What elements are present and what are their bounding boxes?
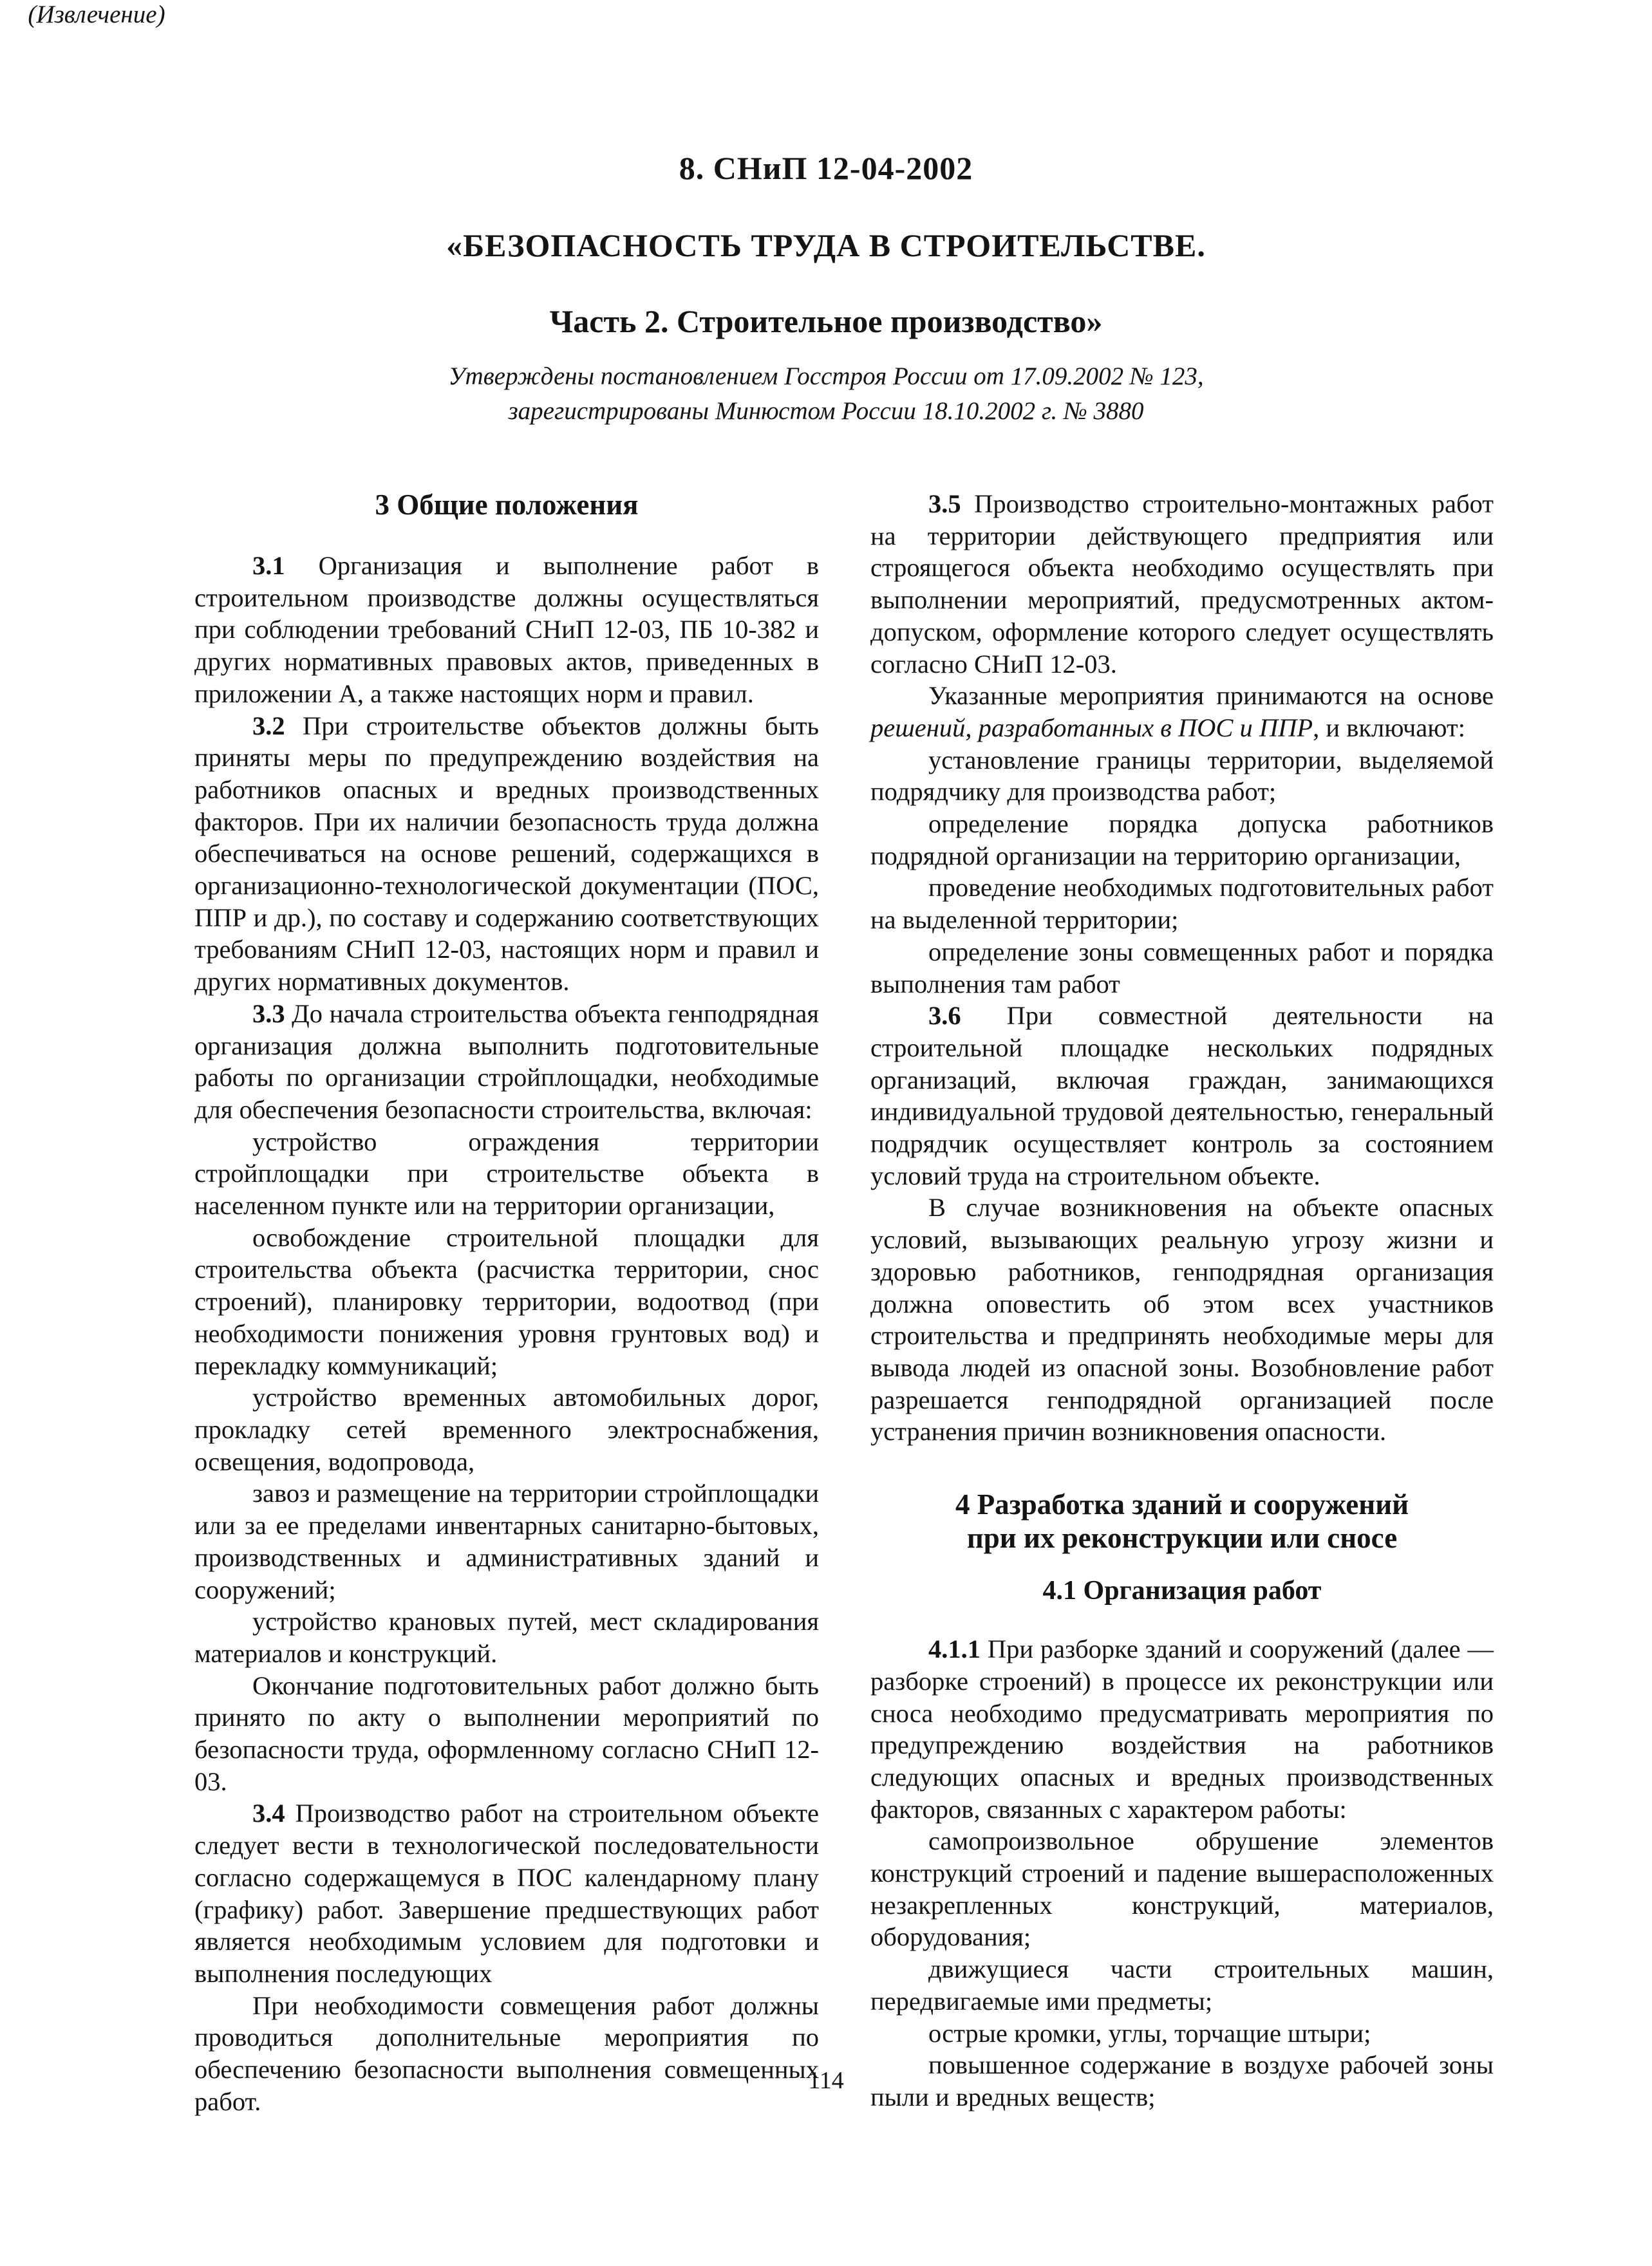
clause-3-5-text: Производство строительно-монтажных работ на территории действующего предприятия или строящегося объекта необходимо осуществлять при выполнении мероприятий, предусмотренных актом-допуском, оформление которого следует осуществлять согласно СНиП 12-03. xyxy=(870,489,1494,679)
document-number: 8. СНиП 12-04-2002 xyxy=(679,150,973,186)
clause-3-2-text: При строительстве объектов должны быть приняты меры по предупреждению воздействия на работников опасных и вредных производственных факторов. При их наличии безопасность труда должна обеспечиваться на основе решений, содержащихся в организационно-технологической документации (ПОС, ППР и др.), по составу и содержанию соответствующих требованиям СНиП 12-03, настоящих норм и правил и других нормативных документов. xyxy=(194,711,819,997)
clause-3-4 xyxy=(194,1797,819,1989)
clause-3-6 xyxy=(870,1000,1494,1192)
list-item-boundary: установление границы территории, выделяемой подрядчику для производства работ; xyxy=(870,745,1494,807)
clause-3-3-number: 3.3 xyxy=(252,998,285,1028)
approval-line-1: Утверждены постановлением Госстроя России от 17.09.2002 № 123, xyxy=(448,362,1204,390)
clause-3-1 xyxy=(194,550,819,710)
clause-3-3 xyxy=(194,998,819,1126)
clause-4-1-1-text: При разборке зданий и сооружений (далее — разборке строений) в процессе их реконструкции или сноса необходимо предусматривать мероприятия по предупреждению воздействия на работников следующих опасных и вредных производственных факторов, связанных с характером работы: xyxy=(870,1634,1494,1824)
clause-3-1-text: Организация и выполнение работ в строительном производстве должны осуществляться при соблюдении требований СНиП 12-03, ПБ 10-382 и других нормативных правовых актов, приведенных в приложении А, а также настоящих норм и правил. xyxy=(194,551,819,708)
clause-3-2-number: 3.2 xyxy=(252,711,285,740)
extract-note: (Извлечение) xyxy=(28,1,165,28)
section-3-title: 3 Общие положения xyxy=(375,489,639,521)
list-item-fence: устройство ограждения территории стройплощадки при строительстве объекта в населенном пункте или на территории организации, xyxy=(194,1127,819,1221)
list-item-prep: проведение необходимых подготовительных работ на выделенной территории; xyxy=(870,873,1494,935)
list-item-sharp-edges: острые кромки, углы, торчащие штыри; xyxy=(928,2018,1371,2048)
list-item-access: определение порядка допуска работников подрядной организации на территорию организации, xyxy=(870,809,1494,870)
clause-3-3-text: До начала строительства объекта генподрядная организация должна выполнить подготовительные работы по организации стройплощадки, необходимые для обеспечения безопасности строительства, включая: xyxy=(194,998,819,1124)
section-4-title-line-2: при их реконструкции или сносе xyxy=(966,1522,1398,1555)
list-item-dust: повышенное содержание в воздухе рабочей зоны пыли и вредных веществ; xyxy=(870,2050,1494,2112)
paragraph-danger: В случае возникновения на объекте опасных условий, вызывающих реальную угрозу жизни и здоровью работников, генподрядная организация должна оповестить об этом всех участников строительства и предпринять необходимые меры для вывода людей из опасной зоны. Возобновление работ разрешается генподрядной организацией после устранения причин возникновения опасности. xyxy=(870,1193,1494,1447)
approval-line-2: зарегистрированы Минюстом России 18.10.2002 г. № 3880 xyxy=(508,397,1144,425)
measures-text-a: Указанные мероприятия принимаются на основе xyxy=(928,681,1494,711)
right-column xyxy=(870,488,1494,2113)
clause-3-5-number: 3.5 xyxy=(928,489,961,518)
clause-3-4-text: Производство работ на строительном объекте следует вести в технологической последовательности согласно содержащемуся в ПОС календарному плану (графику) работ. Завершение предшествующих работ является необходимым условием для подготовки и выполнения последующих xyxy=(194,1799,819,1988)
list-item-buildings: завоз и размещение на территории стройплощадки или за ее пределами инвентарных санитарно-бытовых, производственных и административных зданий и сооружений; xyxy=(194,1479,819,1604)
clause-3-6-number: 3.6 xyxy=(928,1001,961,1031)
list-item-cranes: устройство крановых путей, мест складирования материалов и конструкций. xyxy=(194,1607,819,1668)
paragraph-measures xyxy=(870,680,1494,744)
list-item-moving-parts: движущиеся части строительных машин, передвигаемые ими предметы; xyxy=(870,1954,1494,2016)
section-4-title xyxy=(870,1488,1494,1555)
clause-3-4-number: 3.4 xyxy=(252,1799,285,1828)
paragraph-completion: Окончание подготовительных работ должно быть принято по акту о выполнении мероприятий по безопасности труда, оформленному согласно СНиП 12-03. xyxy=(194,1671,819,1796)
measures-text-italic: решений, разработанных в ПОС и ППР xyxy=(870,713,1313,742)
approval-note xyxy=(0,359,1652,429)
page-number: 114 xyxy=(808,2067,844,2094)
clause-3-1-number: 3.1 xyxy=(252,551,285,580)
measures-text-c: , и включают: xyxy=(1313,713,1465,742)
left-column xyxy=(194,488,819,2117)
list-item-clearing: освобождение строительной площадки для строительства объекта (расчистка территории, снос строений), планировку территории, водоотвод (при необходимости понижения уровня грунтовых вод) и перекладку коммуникаций; xyxy=(194,1222,819,1380)
section-4-1-title: 4.1 Организация работ xyxy=(1042,1576,1322,1606)
list-item-roads: устройство временных автомобильных дорог, прокладку сетей временного электроснабжения, освещения, водопровода, xyxy=(194,1383,819,1476)
clause-4-1-1-number: 4.1.1 xyxy=(928,1634,981,1664)
document-title: «БЕЗОПАСНОСТЬ ТРУДА В СТРОИТЕЛЬСТВЕ. xyxy=(446,227,1206,263)
document-subtitle: Часть 2. Строительное производство» xyxy=(549,303,1103,339)
clause-4-1-1 xyxy=(870,1633,1494,1825)
list-item-zone: определение зоны совмещенных работ и порядка выполнения там работ xyxy=(870,937,1494,998)
section-4-title-line-1: 4 Разработка зданий и сооружений xyxy=(955,1488,1409,1521)
list-item-collapse: самопроизвольное обрушение элементов конструкций строений и падение вышерасположенных незакрепленных конструкций, материалов, оборудования; xyxy=(870,1826,1494,1952)
clause-3-2 xyxy=(194,710,819,998)
clause-3-5 xyxy=(870,488,1494,680)
paragraph-combined-works: При необходимости совмещения работ должны проводиться дополнительные мероприятия по обеспечению безопасности выполнения совмещенных работ. xyxy=(194,1990,819,2116)
clause-3-6-text: При совместной деятельности на строительной площадке нескольких подрядных организаций, включая граждан, занимающихся индивидуальной трудовой деятельностью, генеральный подрядчик осуществляет контроль за состоянием условий труда на строительном объекте. xyxy=(870,1001,1494,1190)
